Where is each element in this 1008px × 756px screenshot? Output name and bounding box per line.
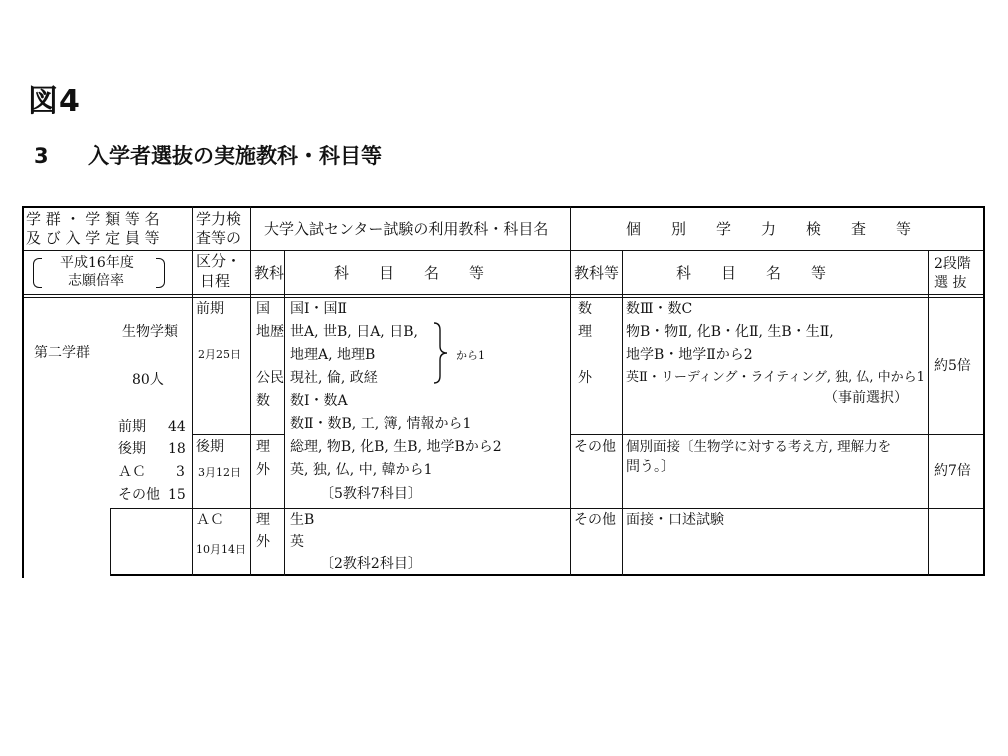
quota-value: 3: [176, 464, 185, 480]
center-choice-note: から1: [456, 349, 485, 362]
center-kamoku: 地理A, 地理B: [290, 347, 376, 363]
section-heading: [34, 140, 382, 170]
schedule-date: 3月12日: [198, 466, 241, 479]
kobetsu-kyoka: 数: [578, 301, 592, 317]
two-stage-header-line1: 2段階: [934, 256, 971, 272]
center-kyoka: 数: [256, 393, 270, 409]
curly-brace-icon: [432, 322, 450, 384]
center-kamoku: 数Ⅰ・数A: [290, 393, 348, 409]
header-col2-line2: 査等の: [196, 229, 242, 247]
center-kamoku-header: 科 目 名 等: [334, 264, 485, 282]
center-kyoka: 地歴: [256, 324, 284, 340]
ac-center-total: 〔2教科2科目〕: [320, 556, 422, 572]
ac-center-kyoka: 外: [256, 534, 270, 550]
center-kamoku: 国Ⅰ・国Ⅱ: [290, 301, 348, 317]
quota-value: 18: [168, 441, 186, 457]
center-kamoku: 英, 独, 仏, 中, 韓から1: [290, 462, 433, 478]
quota-value: 15: [168, 487, 186, 503]
ac-center-kamoku: 英: [290, 534, 304, 550]
center-kamoku: 世A, 世B, 日A, 日B,: [290, 324, 418, 340]
section-title: 入学者選抜の実施教科・科目等: [88, 144, 382, 168]
kobetsu-kamoku-header: 科 目 名 等: [676, 264, 827, 282]
kobetsu-kouki-line: 個別面接〔生物学に対する考え方, 理解力を: [626, 439, 892, 455]
bracket-right: [156, 258, 165, 288]
schedule-name: 後期: [196, 439, 224, 455]
kobetsu-kouki-kyoka: その他: [574, 439, 616, 455]
kobetsu-kamoku: 物B・物Ⅱ, 化B・化Ⅱ, 生B・生Ⅱ,: [626, 324, 834, 340]
header-col1-line1: 学 群 ・ 学 類 等 名: [26, 210, 160, 228]
center-kyoka: 国: [256, 301, 270, 317]
header-col1-line2: 及 び 入 学 定 員 等: [26, 229, 160, 247]
center-total: 〔5教科7科目〕: [320, 486, 422, 502]
ac-center-kyoka: 理: [256, 512, 270, 528]
center-kyoka: 公民: [256, 370, 284, 386]
kobetsu-ac-kamoku: 面接・口述試験: [626, 512, 724, 528]
two-stage-header-line2: 選 抜: [934, 275, 967, 291]
quota-label: ＡＣ: [118, 464, 146, 480]
two-stage-value: 約7倍: [934, 463, 971, 479]
kobetsu-zenki-note: （事前選択）: [824, 390, 908, 406]
center-kyoka: 外: [256, 462, 270, 478]
kobetsu-kyoka: 外: [578, 370, 592, 386]
section-number: 3: [34, 144, 49, 168]
center-kyoka-header: 教科: [254, 264, 285, 282]
quota-label: その他: [118, 487, 160, 503]
quota-value: 44: [168, 419, 186, 435]
schedule-date: 10月14日: [196, 543, 246, 556]
header-bracket-line2: 志願倍率: [68, 273, 124, 289]
kobetsu-kyoka: 理: [578, 324, 592, 340]
center-kamoku: 総理, 物B, 化B, 生B, 地学Bから2: [290, 439, 502, 455]
kobetsu-title: 個 別 学 力 検 査 等: [626, 220, 912, 238]
schedule-name: 前期: [196, 301, 224, 317]
header-col2-line3: 区分・: [196, 252, 242, 270]
bracket-left: [33, 258, 42, 288]
group-name: 第二学群: [34, 345, 90, 361]
department-name: 生物学類: [122, 324, 178, 340]
center-kamoku: 現社, 倫, 政経: [290, 370, 378, 386]
ac-center-kamoku: 生B: [290, 512, 315, 528]
center-test-title: 大学入試センター試験の利用教科・科目名: [264, 220, 549, 238]
kobetsu-kamoku: 英Ⅱ・リーディング・ライティング, 独, 仏, 中から1: [626, 370, 925, 385]
schedule-name: ＡＣ: [196, 512, 224, 528]
kobetsu-kyoka-header: 教科等: [574, 264, 620, 282]
kobetsu-kamoku: 数Ⅲ・数C: [626, 301, 693, 317]
kobetsu-ac-kyoka: その他: [574, 512, 616, 528]
quota-label: 後期: [118, 441, 146, 457]
figure-label: 図4: [28, 84, 81, 119]
capacity: 80人: [132, 372, 164, 388]
header-col2-line1: 学力検: [196, 210, 242, 228]
header-col2-line4: 日程: [200, 272, 231, 290]
quota-label: 前期: [118, 419, 146, 435]
kobetsu-kouki-line: 問う。〕: [626, 459, 675, 475]
two-stage-value: 約5倍: [934, 358, 971, 374]
kobetsu-kamoku: 地学B・地学Ⅱから2: [626, 347, 753, 363]
center-kamoku: 数Ⅱ・数B, 工, 簿, 情報から1: [290, 416, 472, 432]
center-kyoka: 理: [256, 439, 270, 455]
schedule-date: 2月25日: [198, 348, 241, 361]
header-bracket-line1: 平成16年度: [60, 255, 134, 271]
